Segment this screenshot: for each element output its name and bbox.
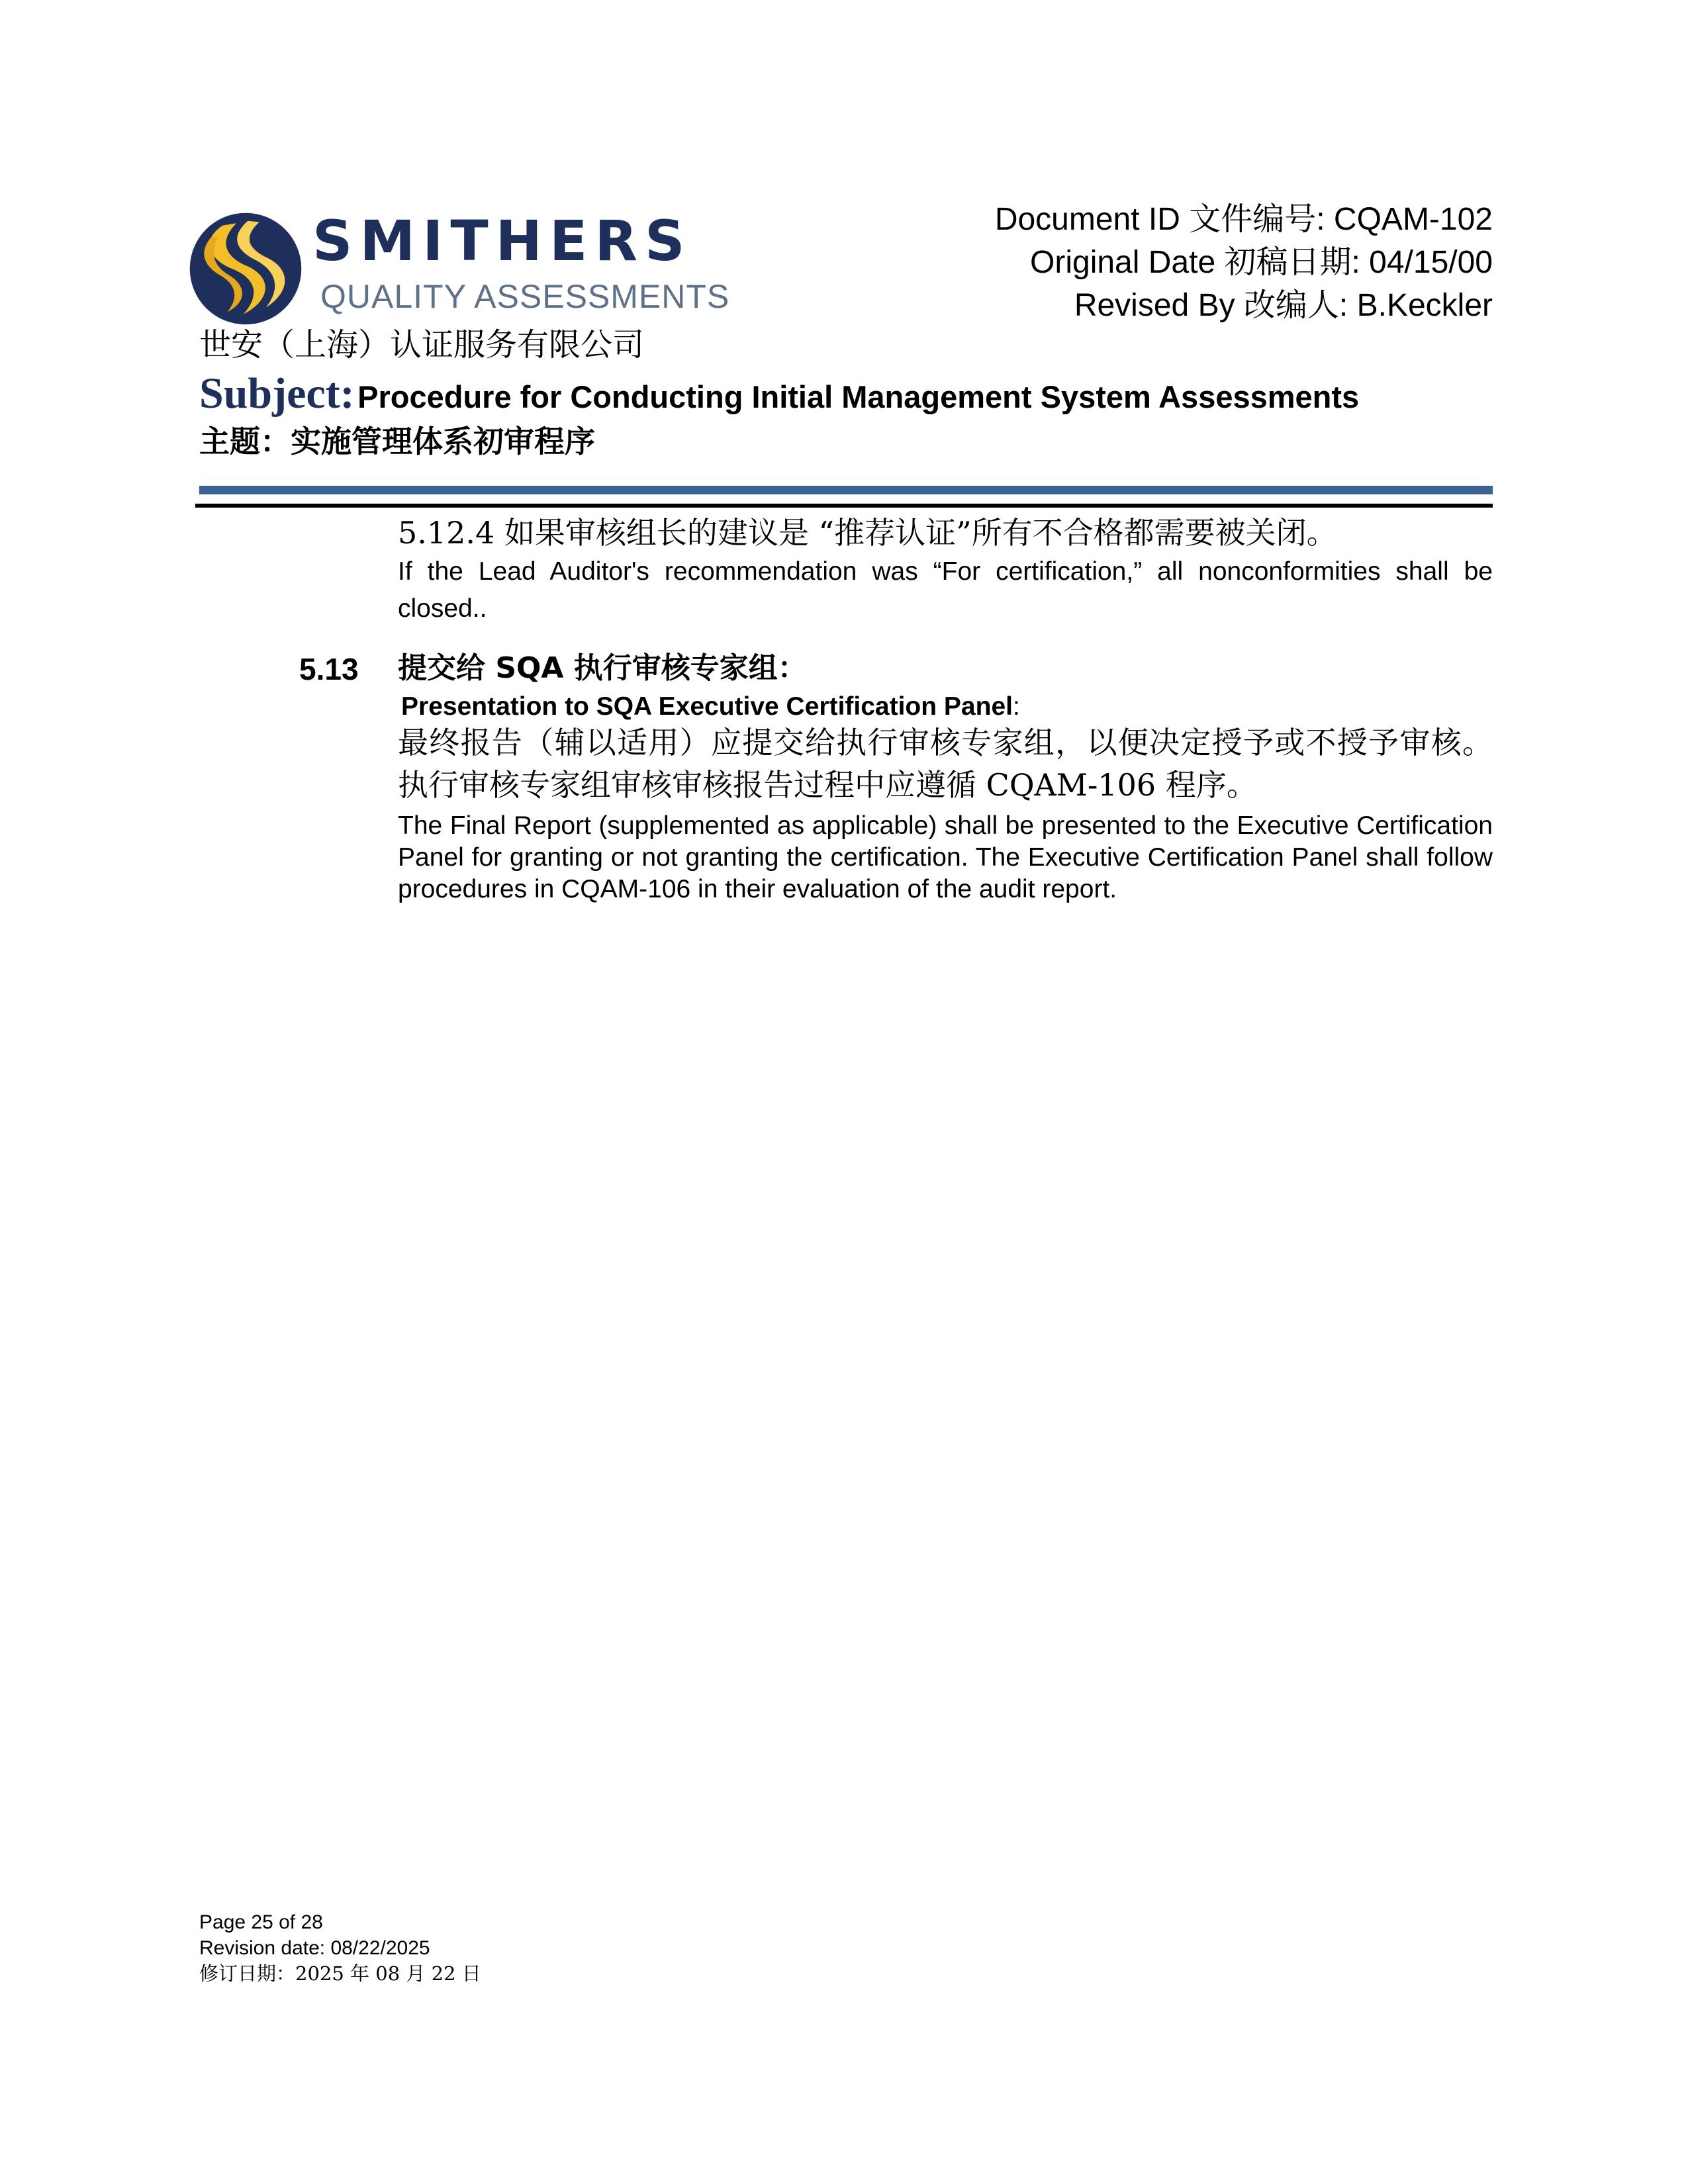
- revision-date: Revision date: 08/22/2025: [199, 1937, 430, 1959]
- section-title-en-text: Presentation to SQA Executive Certification Panel: [401, 692, 1013, 721]
- smithers-logo-icon: [189, 212, 303, 326]
- section-title-en: [401, 694, 1020, 719]
- original-date: Original Date 初稿日期: 04/15/00: [1030, 245, 1493, 280]
- clause-5-13-en: The Final Report (supplemented as applicable) shall be presented to the Executive Certification Panel for granting or not granting the certification. The Executive Certification Panel shall follow procedures in CQAM-106 in their evaluation of the audit report.: [398, 811, 1493, 903]
- section-title-en-colon: :: [1012, 692, 1020, 721]
- subject-label: Subject:: [199, 369, 355, 418]
- clause-5-13-cn: 最终报告（辅以适用）应提交给执行审核专家组，以便决定授予或不授予审核。执行审核专家组审核审核报告过程中应遵循 CQAM-106 程序。: [398, 725, 1493, 803]
- document-id: Document ID 文件编号: CQAM-102: [994, 202, 1493, 237]
- logo-wordmark: SMITHERS: [312, 208, 692, 273]
- header-divider-blue: [199, 486, 1493, 494]
- header-divider-black: [195, 504, 1493, 508]
- section-number: 5.13: [299, 652, 359, 686]
- section-title-cn: 提交给 SQA 执行审核专家组：: [398, 651, 807, 685]
- clause-5-12-4-cn: 5.12.4 如果审核组长的建议是 “推荐认证”所有不合格都需要被关闭。: [398, 515, 1337, 551]
- clause-5-12-4-en: If the Lead Auditor's recommendation was “For certification,” all nonconformities shall be closed..: [398, 557, 1493, 623]
- subject-text: Procedure for Conducting Initial Management System Assessments: [357, 379, 1360, 414]
- logo-subline: QUALITY ASSESSMENTS: [320, 278, 730, 315]
- page-number: Page 25 of 28: [199, 1911, 323, 1933]
- subject-cn: 主题：实施管理体系初审程序: [199, 424, 595, 459]
- revised-by: Revised By 改编人: B.Keckler: [1074, 288, 1493, 323]
- subject-line: [199, 369, 1360, 418]
- revision-date-cn: 修订日期：2025 年 08 月 22 日: [199, 1962, 481, 1985]
- company-name-cn: 世安（上海）认证服务有限公司: [199, 326, 645, 363]
